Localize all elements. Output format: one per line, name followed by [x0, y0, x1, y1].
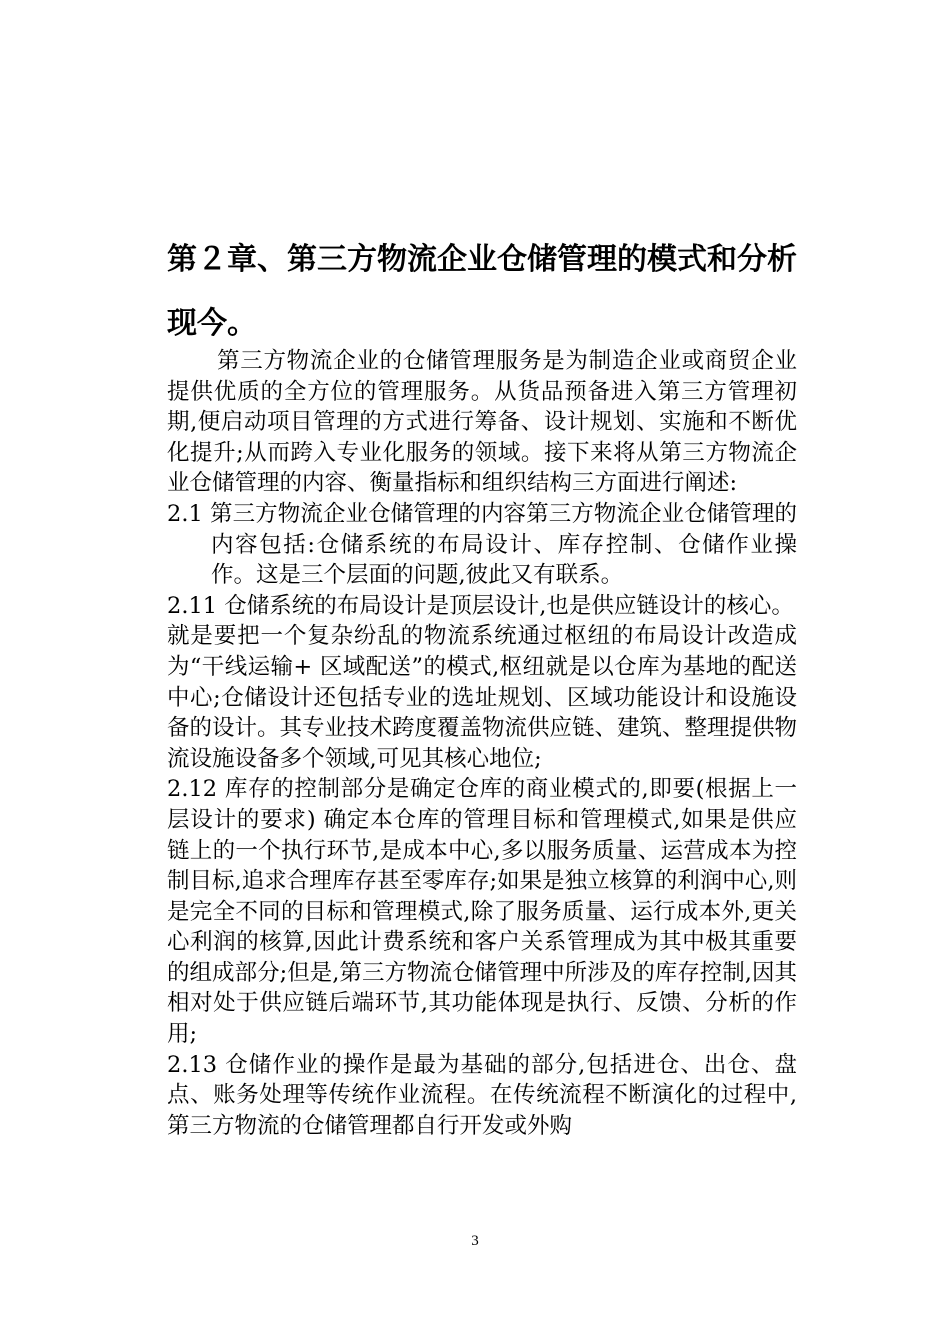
page-number: 3: [471, 1233, 479, 1249]
chapter-heading-line-2: 现今。: [167, 306, 257, 341]
section-2-12-paragraph: 2.12 库存的控制部分是确定仓库的商业模式的,即要(根据上一层设计的要求) 确定本仓库的管理目标和管理模式,如果是供应链上的一个执行环节,是成本中心,多以服务质量、运营成本为控制目标,追求合理库存甚至零库存;如果是独立核算的利润中心,则是完全不同的目标和管理模式,除了服务质量、运行成本外,更关心利润的核算,因此计费系统和客户关系管理成为其中极其重要的组成部分;但是,第三方物流仓储管理中所涉及的库存控制,因其相对处于供应链后端环节,其功能体现是执行、反馈、分析的作用;: [167, 776, 797, 1048]
chapter-heading-line-1: 第２章、第三方物流企业仓储管理的模式和分析: [167, 242, 797, 277]
body-text: [167, 346, 797, 1141]
intro-paragraph: 第三方物流企业的仓储管理服务是为制造企业或商贸企业提供优质的全方位的管理服务。从货品预备进入第三方管理初期,便启动项目管理的方式进行筹备、设计规划、实施和不断优化提升;从而跨入专业化服务的领域。接下来将从第三方物流企业仓储管理的内容、衡量指标和组织结构三方面进行阐述:: [167, 348, 797, 497]
section-2-1-paragraph: 2.1 第三方物流企业仓储管理的内容第三方物流企业仓储管理的内容包括:仓储系统的布局设计、库存控制、仓储作业操作。这是三个层面的问题,彼此又有联系。: [167, 500, 797, 589]
section-2-13-paragraph: 2.13 仓储作业的操作是最为基础的部分,包括进仓、出仓、盘点、账务处理等传统作业流程。在传统流程不断演化的过程中,第三方物流的仓储管理都自行开发或外购: [167, 1051, 797, 1139]
layout-design-paragraph: 就是要把一个复杂纷乱的物流系统通过枢纽的布局设计改造成为“干线运输+ 区域配送”的模式,枢纽就是以仓库为基地的配送中心;仓储设计还包括专业的选址规划、区域功能设计和设施设备的设计。其专业技术跨度覆盖物流供应链、建筑、整理提供物流设施设备多个领域,可见其核心地位;: [167, 623, 798, 772]
section-2-11-paragraph: 2.11 仓储系统的布局设计是顶层设计,也是供应链设计的核心。: [167, 592, 794, 619]
